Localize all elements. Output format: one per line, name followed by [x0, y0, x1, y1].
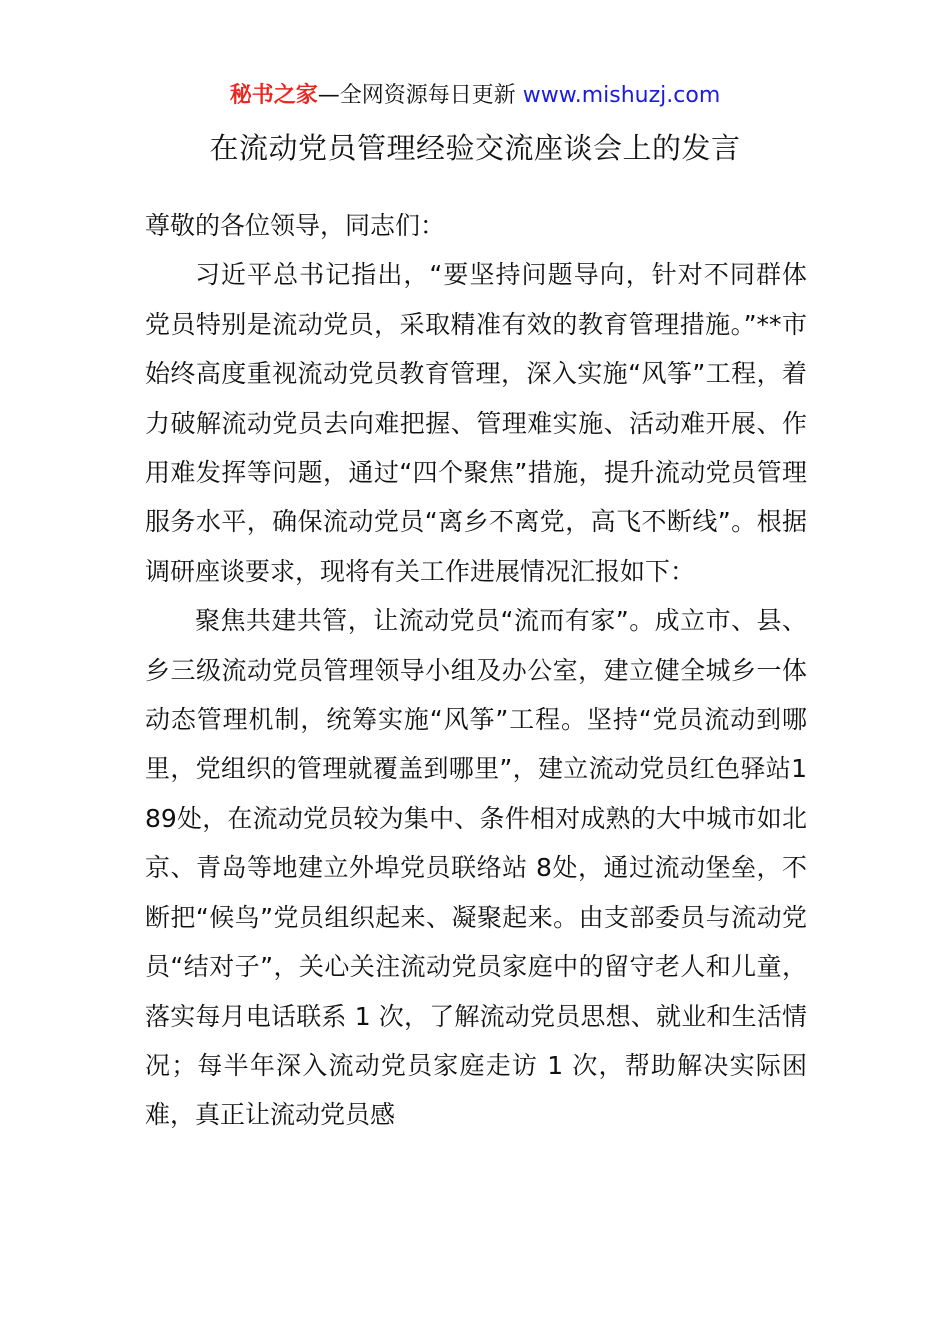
- brand-name: 秘书之家: [229, 83, 318, 108]
- document-title: 在流动党员管理经验交流座谈会上的发言: [209, 131, 741, 165]
- body-paragraph: 习近平总书记指出，“要坚持问题导向，针对不同群体党员特别是流动党员，采取精准有效的教育管理措施。”**市始终高度重视流动党员教育管理，深入实施“风筝”工程，着力破解流动党员去向难把握、管理难实施、活动难开展、作用难发挥等问题，通过“四个聚焦”措施，提升流动党员管理服务水平，确保流动党员“离乡不离党，高飞不断线”。根据调研座谈要求，现将有关工作进展情况汇报如下：: [145, 260, 807, 586]
- header-banner: [0, 82, 950, 110]
- salutation: 尊敬的各位领导，同志们：: [145, 211, 446, 240]
- body-paragraph: 聚焦共建共管，让流动党员“流而有家”。成立市、县、乡三级流动党员管理领导小组及办公室，建立健全城乡一体动态管理机制，统筹实施“风筝”工程。坚持“党员流动到哪里，党组织的管理就覆盖到哪里”，建立流动党员红色驿站189处，在流动党员较为集中、条件相对成熟的大中城市如北京、青岛等地建立外埠党员联络站 8处，通过流动堡垒，不断把“候鸟”党员组织起来、凝聚起来。由支部委员与流动党员“结对子”，关心关注流动党员家庭中的留守老人和儿童，落实每月电话联系 1 次，了解流动党员思想、就业和生活情况；每半年深入流动党员家庭走访 1 次，帮助解决实际困难，真正让流动党员感: [145, 606, 807, 1130]
- document-body: [145, 201, 807, 1140]
- site-url-link[interactable]: www.mishuzj.com: [522, 83, 721, 108]
- header-slogan: —全网资源每日更新: [317, 83, 523, 108]
